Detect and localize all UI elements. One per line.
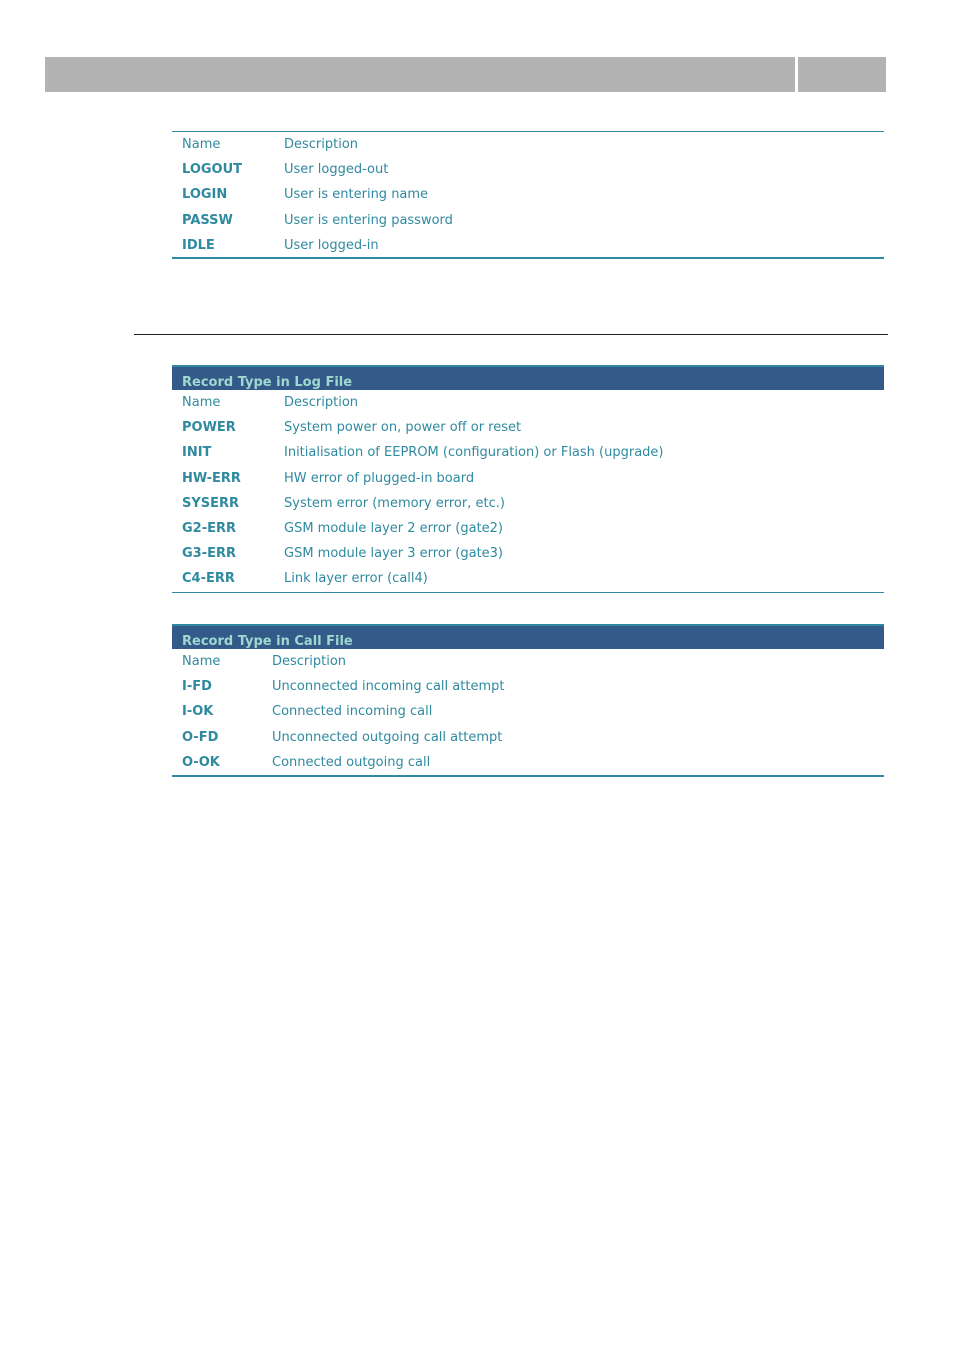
table-row — [172, 699, 884, 724]
row-description: Connected incoming call — [272, 704, 433, 720]
row-name: O-FD — [182, 729, 219, 745]
row-description: User logged-in — [284, 237, 379, 253]
column-header-description: Description — [272, 654, 347, 669]
table-header-row — [172, 132, 884, 157]
row-description: Link layer error (call4) — [284, 571, 428, 587]
row-description: Initialisation of EEPROM (configuration) or Flash (upgrade) — [284, 445, 664, 461]
row-description: HW error of plugged-in board — [284, 470, 475, 486]
table-row — [172, 415, 884, 440]
row-name: HW-ERR — [182, 470, 241, 486]
row-name: C4-ERR — [182, 571, 235, 587]
table-row — [172, 157, 884, 182]
column-header-description: Description — [284, 137, 359, 152]
table-bottom-rule — [172, 592, 884, 593]
table-title-bar — [172, 365, 884, 390]
row-description: User logged-out — [284, 162, 389, 178]
table-row — [172, 182, 884, 207]
table-bottom-rule — [172, 775, 884, 777]
row-name: LOGOUT — [182, 162, 243, 178]
call-record-type-table — [172, 624, 884, 777]
row-name: PASSW — [182, 212, 233, 228]
table-header-row — [172, 390, 884, 415]
column-header-name: Name — [182, 137, 221, 152]
row-name: G3-ERR — [182, 546, 237, 562]
table-row — [172, 233, 884, 257]
column-header-description: Description — [284, 395, 359, 410]
user-state-table — [172, 131, 884, 259]
row-description: GSM module layer 2 error (gate2) — [284, 520, 504, 536]
table-header-row — [172, 649, 884, 674]
row-description: GSM module layer 3 error (gate3) — [284, 546, 504, 562]
table-row — [172, 466, 884, 491]
row-name: I-FD — [182, 679, 212, 695]
table-row — [172, 750, 884, 775]
row-description: User is entering name — [284, 187, 429, 203]
column-header-name: Name — [182, 395, 221, 410]
table-row — [172, 516, 884, 541]
row-description: Unconnected outgoing call attempt — [272, 729, 503, 745]
row-description: System power on, power off or reset — [284, 420, 522, 436]
row-description: System error (memory error, etc.) — [284, 495, 505, 511]
row-name: O-OK — [182, 754, 220, 770]
table-row — [172, 440, 884, 465]
row-name: SYSERR — [182, 495, 240, 511]
table-title: Record Type in Call File — [182, 634, 353, 649]
row-name: LOGIN — [182, 187, 228, 203]
section-divider — [134, 334, 888, 335]
table-title: Record Type in Log File — [182, 375, 353, 390]
table-row — [172, 208, 884, 233]
table-row — [172, 541, 884, 566]
column-header-name: Name — [182, 654, 221, 669]
row-name: G2-ERR — [182, 520, 237, 536]
page-header-bar — [45, 57, 795, 92]
table-row — [172, 491, 884, 516]
table-row — [172, 674, 884, 699]
table-bottom-rule — [172, 257, 884, 259]
page-number-box — [798, 57, 886, 92]
row-name: I-OK — [182, 704, 214, 720]
row-description: User is entering password — [284, 212, 453, 228]
row-name: IDLE — [182, 237, 215, 253]
row-description: Connected outgoing call — [272, 754, 431, 770]
row-description: Unconnected incoming call attempt — [272, 679, 505, 695]
table-title-bar — [172, 624, 884, 649]
row-name: POWER — [182, 420, 236, 436]
log-record-type-table — [172, 365, 884, 593]
row-name: INIT — [182, 445, 212, 461]
table-row — [172, 725, 884, 750]
table-row — [172, 566, 884, 592]
